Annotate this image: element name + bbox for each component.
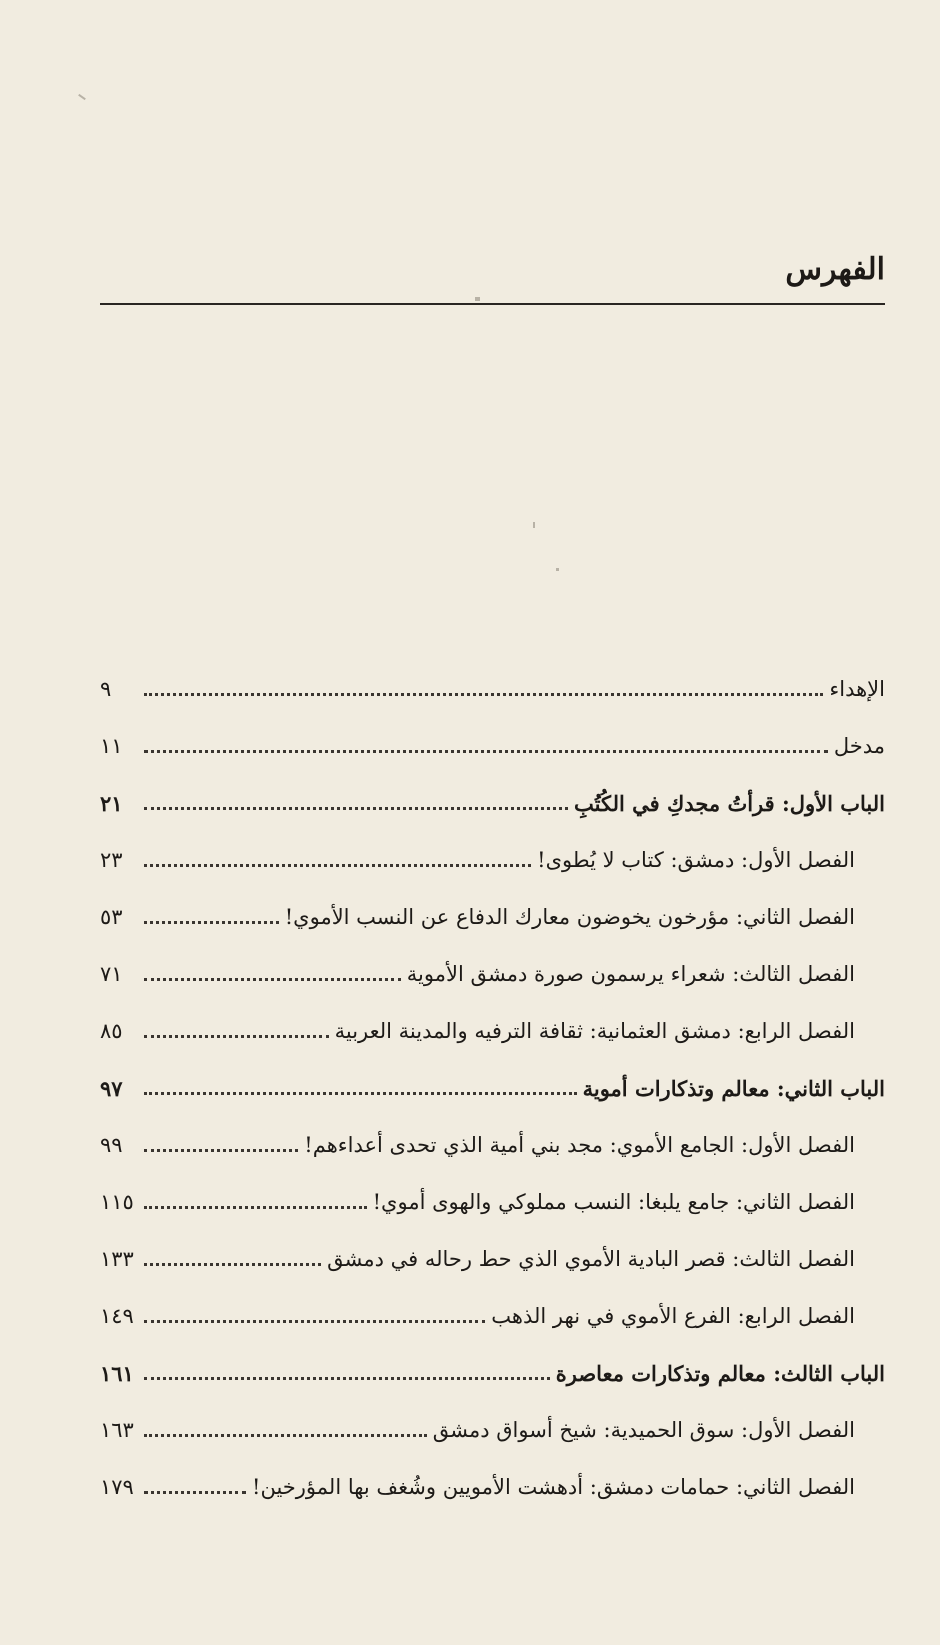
toc-section-entry[interactable] xyxy=(100,1044,885,1101)
dot-leader xyxy=(144,1149,298,1152)
dot-leader xyxy=(144,1377,550,1380)
toc-entry-title: الفصل الرابع: دمشق العثمانية: ثقافة الترفيه والمدينة العربية xyxy=(334,1018,855,1043)
toc-entry-title: الفصل الثاني: مؤرخون يخوضون معارك الدفاع عن النسب الأموي! xyxy=(284,904,855,929)
toc-entry-title: الفصل الأول: الجامع الأموي: مجد بني أمية الذي تحدى أعداءهم! xyxy=(304,1132,855,1157)
toc-entry-title: مدخل xyxy=(833,733,885,758)
dot-leader xyxy=(144,1206,367,1209)
toc-chapter-entry[interactable] xyxy=(100,1158,885,1215)
paper-speck xyxy=(533,522,535,528)
toc-entry-page: ٩ xyxy=(100,676,112,701)
toc-chapter-entry[interactable] xyxy=(100,1215,885,1272)
toc-entry-page: ١٣٣ xyxy=(100,1246,134,1271)
toc-entry-page: ٧١ xyxy=(100,961,123,986)
toc-section-entry[interactable] xyxy=(100,759,885,816)
dot-leader xyxy=(144,921,279,924)
toc-entry-title: الفصل الثالث: قصر البادية الأموي الذي حط رحاله في دمشق xyxy=(327,1246,855,1271)
dot-leader xyxy=(144,807,568,810)
dot-leader xyxy=(144,1263,321,1266)
toc-entry-title: الباب الثالث: معالم وتذكارات معاصرة xyxy=(555,1360,885,1386)
toc-entry-title: الفصل الثاني: حمامات دمشق: أدهشت الأمويين وشُغف بها المؤرخين! xyxy=(252,1474,855,1499)
dot-leader xyxy=(144,1092,577,1095)
toc-chapter-entry[interactable] xyxy=(100,1386,885,1443)
toc-entry-title: الإهداء xyxy=(829,676,885,701)
heading-rule xyxy=(100,303,885,305)
toc-chapter-entry[interactable] xyxy=(100,873,885,930)
toc-entry[interactable] xyxy=(100,702,885,759)
dot-leader xyxy=(144,1035,329,1038)
toc-entry-title: الفصل الثاني: جامع يلبغا: النسب مملوكي والهوى أموي! xyxy=(372,1189,855,1214)
toc-entry-title: الباب الثاني: معالم وتذكارات أموية xyxy=(582,1075,885,1101)
toc-entry-page: ٨٥ xyxy=(100,1018,123,1043)
dot-leader xyxy=(144,750,828,753)
toc-entry-page: ٩٧ xyxy=(100,1075,123,1101)
toc-chapter-entry[interactable] xyxy=(100,816,885,873)
toc-entry-page: ٥٣ xyxy=(100,904,123,929)
toc-chapter-entry[interactable] xyxy=(100,987,885,1044)
paper-speck xyxy=(475,297,480,301)
paper-speck xyxy=(556,568,559,571)
toc-entry-page: ٢١ xyxy=(100,790,123,816)
toc-entry-page: ١٦٣ xyxy=(100,1417,134,1442)
dot-leader xyxy=(144,864,531,867)
toc-entry[interactable] xyxy=(100,645,885,702)
dot-leader xyxy=(144,1434,427,1437)
paper-speck xyxy=(78,94,86,100)
toc-entry-page: ١٦١ xyxy=(100,1360,134,1386)
toc-entry-title: الفصل الأول: دمشق: كتاب لا يُطوى! xyxy=(537,847,855,872)
toc-entry-title: الفصل الرابع: الفرع الأموي في نهر الذهب xyxy=(491,1303,855,1328)
dot-leader xyxy=(144,978,401,981)
toc-entry-page: ٢٣ xyxy=(100,847,123,872)
toc-entry-title: الباب الأول: قرأتُ مجدكِ في الكُتُبِ xyxy=(574,790,885,816)
toc-section-entry[interactable] xyxy=(100,1329,885,1386)
table-of-contents xyxy=(100,645,885,1500)
toc-entry-title: الفصل الثالث: شعراء يرسمون صورة دمشق الأموية xyxy=(406,961,855,986)
toc-chapter-entry[interactable] xyxy=(100,930,885,987)
toc-entry-page: ١٧٩ xyxy=(100,1474,134,1499)
toc-entry-page: ١٤٩ xyxy=(100,1303,134,1328)
dot-leader xyxy=(144,693,823,696)
toc-entry-page: ٩٩ xyxy=(100,1132,123,1157)
toc-entry-title: الفصل الأول: سوق الحميدية: شيخ أسواق دمشق xyxy=(432,1417,855,1442)
dot-leader xyxy=(144,1491,246,1494)
dot-leader xyxy=(144,1320,485,1323)
toc-entry-page: ١١٥ xyxy=(100,1189,134,1214)
toc-chapter-entry[interactable] xyxy=(100,1272,885,1329)
index-heading: الفهرس xyxy=(785,252,885,287)
toc-entry-page: ١١ xyxy=(100,733,123,758)
toc-chapter-entry[interactable] xyxy=(100,1101,885,1158)
toc-chapter-entry[interactable] xyxy=(100,1443,885,1500)
